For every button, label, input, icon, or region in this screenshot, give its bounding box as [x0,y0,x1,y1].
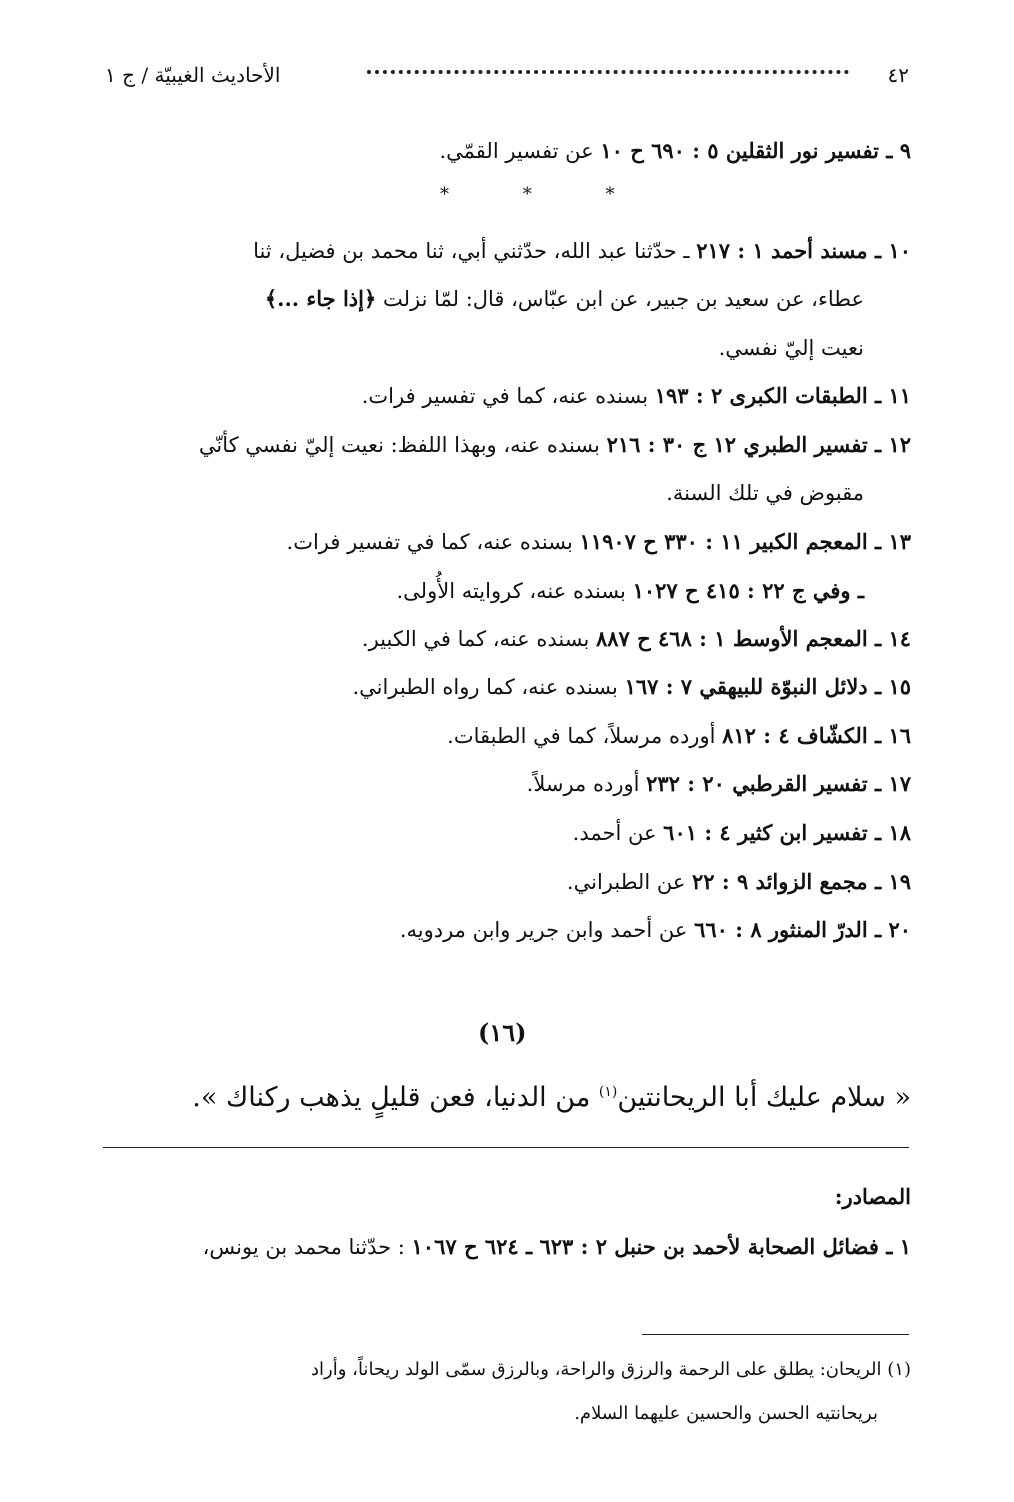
source-line-11: ١١ ـ الطبقات الكبرى ٢ : ١٩٣ بسنده عنه، كما في تفسير فرات. [361,383,911,408]
source-line-15: ١٥ ـ دلائل النبوّة للبيهقي ٧ : ١٦٧ بسنده عنه، كما رواه الطبراني. [352,674,911,699]
running-title: الأحاديث الغيبيّة / ج ١ [105,63,281,87]
footnote-ref: (١) [598,1084,618,1100]
source-line-13: ١٣ ـ المعجم الكبير ١١ : ٣٣٠ ح ١١٩٠٧ بسنده عنه، كما في تفسير فرات. [286,529,911,554]
source-line-12: ١٢ ـ تفسير الطبري ١٢ ج ٣٠ : ٢١٦ بسنده عنه، وبهذا اللفظ: نعيت إليّ نفسي كأنّي [198,432,911,457]
source-line-9: ٩ ـ تفسير نور الثقلين ٥ : ٦٩٠ ح ١٠ عن تفسير القمّي. [439,138,911,163]
source-line-10-end: نعيت إليّ نفسي. [718,336,864,360]
footnote-rule [642,1334,909,1335]
sources-label: المصادر: [834,1184,911,1209]
hadith-number: (١٦) [478,1018,527,1047]
hadith-text: « سلام عليك أبا الريحانتين$^{(١)}$ من الدنيا، فعن قليلٍ يذهب ركناك ». [192,1082,911,1113]
source-line-10-cont: عطاء، عن سعيد بن جبير، عن ابن عبّاس، قال: لمّا نزلت ﴿إذا جاء ...﴾ [264,286,864,311]
source-line-18: ١٨ ـ تفسير ابن كثير ٤ : ٦٠١ عن أحمد. [572,820,911,845]
section-divider-stars: * * * [440,184,649,205]
page-number: ٤٢ [887,63,909,87]
source-line-17: ١٧ ـ تفسير القرطبي ٢٠ : ٢٣٢ أورده مرسلاً. [526,771,911,796]
source-line-20: ٢٠ ـ الدرّ المنثور ٨ : ٦٦٠ عن أحمد وابن جرير وابن مردويه. [399,917,911,942]
source-line-19: ١٩ ـ مجمع الزوائد ٩ : ٢٢ عن الطبراني. [566,869,911,894]
running-header [105,62,909,88]
footnote-line-1: (١) الريحان: يطلق على الرحمة والرزق والراحة، وبالرزق سمّى الولد ريحاناً، وأراد [311,1359,911,1380]
source-line-12-cont: مقبوض في تلك السنة. [666,481,864,505]
source-line-13-sub: ـ وفي ج ٢٢ : ٤١٥ ح ١٠٢٧ بسنده عنه، كروايته الأُولى. [396,578,864,603]
source-line-14: ١٤ ـ المعجم الأوسط ١ : ٤٦٨ ح ٨٨٧ بسنده عنه، كما في الكبير. [361,626,911,651]
leader-dots [367,70,849,74]
source-line-16: ١٦ ـ الكشّاف ٤ : ٨١٢ أورده مرسلاً، كما في الطبقات. [447,723,911,748]
source-line-s1: ١ ـ فضائل الصحابة لأحمد بن حنبل ٢ : ٦٢٣ ـ ٦٢٤ ح ١٠٦٧ : حدّثنا محمد بن يونس، [202,1234,911,1259]
source-line-10: ١٠ ـ مسند أحمد ١ : ٢١٧ ـ حدّثنا عبد الله، حدّثني أبي، ثنا محمد بن فضيل، ثنا [253,238,911,263]
section-rule [103,1147,909,1148]
footnote-line-2: بريحانتيه الحسن والحسين عليهما السلام. [574,1403,878,1424]
